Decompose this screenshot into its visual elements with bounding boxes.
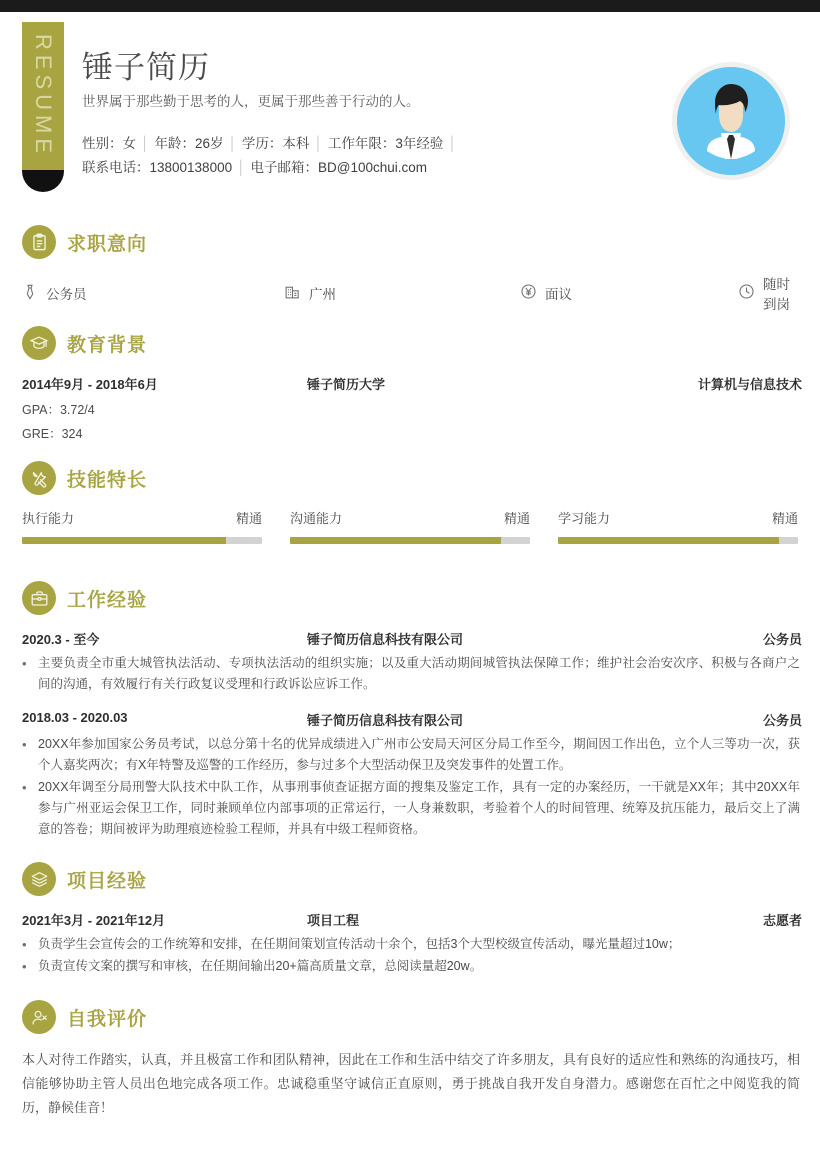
- intention-position: [22, 273, 284, 313]
- bullet-item: [22, 956, 800, 977]
- layers-icon: [22, 862, 56, 896]
- skill-name: 执行能力: [22, 511, 75, 526]
- work-company: 锤子简历信息科技有限公司: [307, 632, 464, 647]
- section-title-projects: 项目经验: [67, 870, 148, 892]
- work-date: 2018.03 - 2020.03: [22, 710, 128, 725]
- skill-name: 沟通能力: [290, 511, 343, 526]
- meta-divider: │: [314, 136, 323, 151]
- section-title-intention: 求职意向: [67, 233, 148, 255]
- bullet-dot: •: [22, 937, 27, 952]
- bullet-dot: •: [22, 959, 27, 974]
- section-header-intention: [22, 225, 147, 259]
- work-entry-row: [22, 710, 802, 729]
- tools-icon: [22, 461, 56, 495]
- section-header-skills: [22, 461, 147, 495]
- work-role: 公务员: [762, 713, 802, 728]
- skill-bar-fill: [22, 537, 226, 544]
- building-icon: [284, 283, 301, 303]
- education-gpa: GPA：3.72/4: [22, 403, 95, 417]
- avatar-image: [677, 67, 785, 175]
- bullet-dot: •: [22, 780, 27, 795]
- skill-bar-track: [290, 537, 530, 544]
- section-header-projects: [22, 862, 147, 896]
- top-bar: [0, 0, 820, 12]
- section-header-work: [22, 581, 147, 615]
- header: [0, 12, 820, 198]
- skills-list: [22, 508, 800, 544]
- meta-divider: │: [237, 160, 246, 175]
- resume-side-tab: [22, 22, 64, 170]
- bullet-text: 20XX年调至分局刑警大队技术中队工作，从事刑事侦查证据方面的搜集及鉴定工作，具有一定的办案经历，一干就是XX年；其中20XX年参与广州亚运会保卫工作，同时兼顾单位内部事项的正常运行，一人身兼数职，考验着个人的时间管理、统筹及抗压能力，最后交上了满意的答卷；期间被评为助理痕迹检验工程师，并具有中级工程师资格。: [38, 780, 800, 836]
- meta-line-2: 联系电话：13800138000 │ 电子邮箱：BD@100chui.com: [82, 160, 428, 175]
- work-role: 公务员: [762, 632, 802, 647]
- intention-availability-label: 随时到岗: [763, 277, 790, 312]
- bullet-item: [22, 934, 800, 955]
- tie-icon: [22, 283, 38, 304]
- avatar: [672, 62, 790, 180]
- meta-phone: 联系电话: [82, 160, 136, 175]
- section-header-self-evaluation: [22, 1000, 147, 1034]
- meta-divider: │: [141, 136, 150, 151]
- meta-gender-value: 女: [122, 136, 136, 151]
- skill-header: [290, 508, 530, 527]
- briefcase-icon: [22, 581, 56, 615]
- education-gre: GRE：324: [22, 427, 83, 441]
- clipboard-icon: [22, 225, 56, 259]
- avatar-illustration: [677, 67, 785, 175]
- work-company: 锤子简历信息科技有限公司: [307, 713, 464, 728]
- graduation-cap-icon: [22, 326, 56, 360]
- project-role: 志愿者: [762, 913, 802, 928]
- resume-side-tab-label: RESUME: [31, 33, 56, 159]
- meta-email-value: BD@100chui.com: [318, 160, 428, 175]
- bullet-item: [22, 653, 800, 695]
- skill-bar-track: [558, 537, 798, 544]
- work-date: 2020.3 - 至今: [22, 632, 100, 647]
- section-title-education: 教育背景: [67, 334, 148, 356]
- education-entry-row: [22, 374, 802, 393]
- user-check-icon: [22, 1000, 56, 1034]
- project-bullets: [22, 934, 800, 978]
- self-evaluation-text: 本人对待工作踏实，认真，并且极富工作和团队精神，因此在工作和生活中结交了许多朋友，具有良好的适应性和熟练的沟通技巧，相信能够协助主管人员出色地完成各项工作。忠诚稳重坚守诚信正直原则，勇于挑战自我开发自身潜力。感谢您在百忙之中阅览我的简历，静候佳音！: [22, 1052, 800, 1115]
- meta-years-value: 3年经验: [395, 136, 444, 151]
- work-entry-row: [22, 629, 802, 648]
- skill-header: [558, 508, 798, 527]
- meta-line-1: 性别：女 │ 年龄：26岁 │ 学历：本科 │ 工作年限：3年经验 │: [82, 132, 462, 152]
- intention-position-label: 公务员: [46, 287, 87, 302]
- bullet-dot: •: [22, 737, 27, 752]
- skill-name: 学习能力: [558, 511, 611, 526]
- skill-level-label: 精通: [771, 511, 798, 526]
- clock-icon: [738, 283, 755, 303]
- skill-item: [290, 508, 530, 544]
- meta-email: 电子邮箱: [250, 160, 305, 175]
- meta-years: 工作年限: [327, 136, 382, 151]
- bullet-dot: •: [22, 656, 27, 671]
- work-bullets: [22, 653, 800, 696]
- bullet-item: [22, 734, 800, 776]
- bullet-text: 负责宣传文案的撰写和审核，在任期间输出20+篇高质量文章，总阅读量超20w。: [38, 959, 483, 973]
- skill-bar-track: [22, 537, 262, 544]
- meta-phone-value: 13800138000: [149, 160, 233, 175]
- intention-city: [284, 273, 520, 313]
- intention-salary: [520, 273, 738, 313]
- candidate-name: 锤子简历: [82, 50, 210, 85]
- intention-items: [22, 273, 800, 313]
- project-date: 2021年3月 - 2021年12月: [22, 913, 166, 928]
- yen-icon: [520, 283, 537, 303]
- meta-degree-value: 本科: [282, 136, 310, 151]
- meta-age: 年龄: [154, 136, 182, 151]
- skill-level-label: 精通: [503, 511, 530, 526]
- meta-age-value: 26岁: [194, 136, 224, 151]
- project-name: 项目工程: [307, 913, 360, 928]
- section-title-self-evaluation: 自我评价: [67, 1008, 148, 1030]
- education-major: 计算机与信息技术: [697, 377, 802, 392]
- education-school: 锤子简历大学: [307, 377, 386, 392]
- meta-gender: 性别: [82, 136, 109, 151]
- resume-side-tab-foot: [22, 170, 64, 192]
- skill-bar-fill: [558, 537, 779, 544]
- intention-availability: [738, 273, 800, 313]
- bullet-item: [22, 777, 800, 840]
- intention-city-label: 广州: [309, 287, 336, 302]
- project-entry-row: [22, 910, 802, 929]
- skill-item: [22, 508, 262, 544]
- section-title-skills: 技能特长: [67, 469, 148, 491]
- bullet-text: 主要负责全市重大城管执法活动、专项执法活动的组织实施；以及重大活动期间城管执法保障工作；维护社会治安次序、积极与各商户之间的沟通，有效履行有关行政复议受理和行政诉讼应诉工作。: [38, 656, 800, 691]
- skill-level-label: 精通: [235, 511, 262, 526]
- education-date: 2014年9月 - 2018年6月: [22, 377, 158, 392]
- tagline: 世界属于那些勤于思考的人，更属于那些善于行动的人。: [82, 94, 420, 109]
- section-title-work: 工作经验: [67, 589, 148, 611]
- bullet-text: 20XX年参加国家公务员考试，以总分第十名的优异成绩进入广州市公安局天河区分局工作至今，期间因工作出色，立个人三等功一次，获个人嘉奖两次；有X年特警及巡警的工作经历，参与过多个大型活动保卫及突发事件的处置工作。: [38, 737, 800, 772]
- meta-degree: 学历: [241, 136, 269, 151]
- work-bullets: [22, 734, 800, 841]
- bullet-text: 负责学生会宣传会的工作统筹和安排，在任期间策划宣传活动十余个，包括3个大型校级宣传活动，曝光量超过10w；: [38, 937, 681, 951]
- skill-item: [558, 508, 798, 544]
- meta-divider: │: [448, 136, 457, 151]
- intention-salary-label: 面议: [545, 287, 572, 302]
- skill-header: [22, 508, 262, 527]
- skill-bar-fill: [290, 537, 501, 544]
- meta-divider: │: [228, 136, 237, 151]
- section-header-education: [22, 326, 147, 360]
